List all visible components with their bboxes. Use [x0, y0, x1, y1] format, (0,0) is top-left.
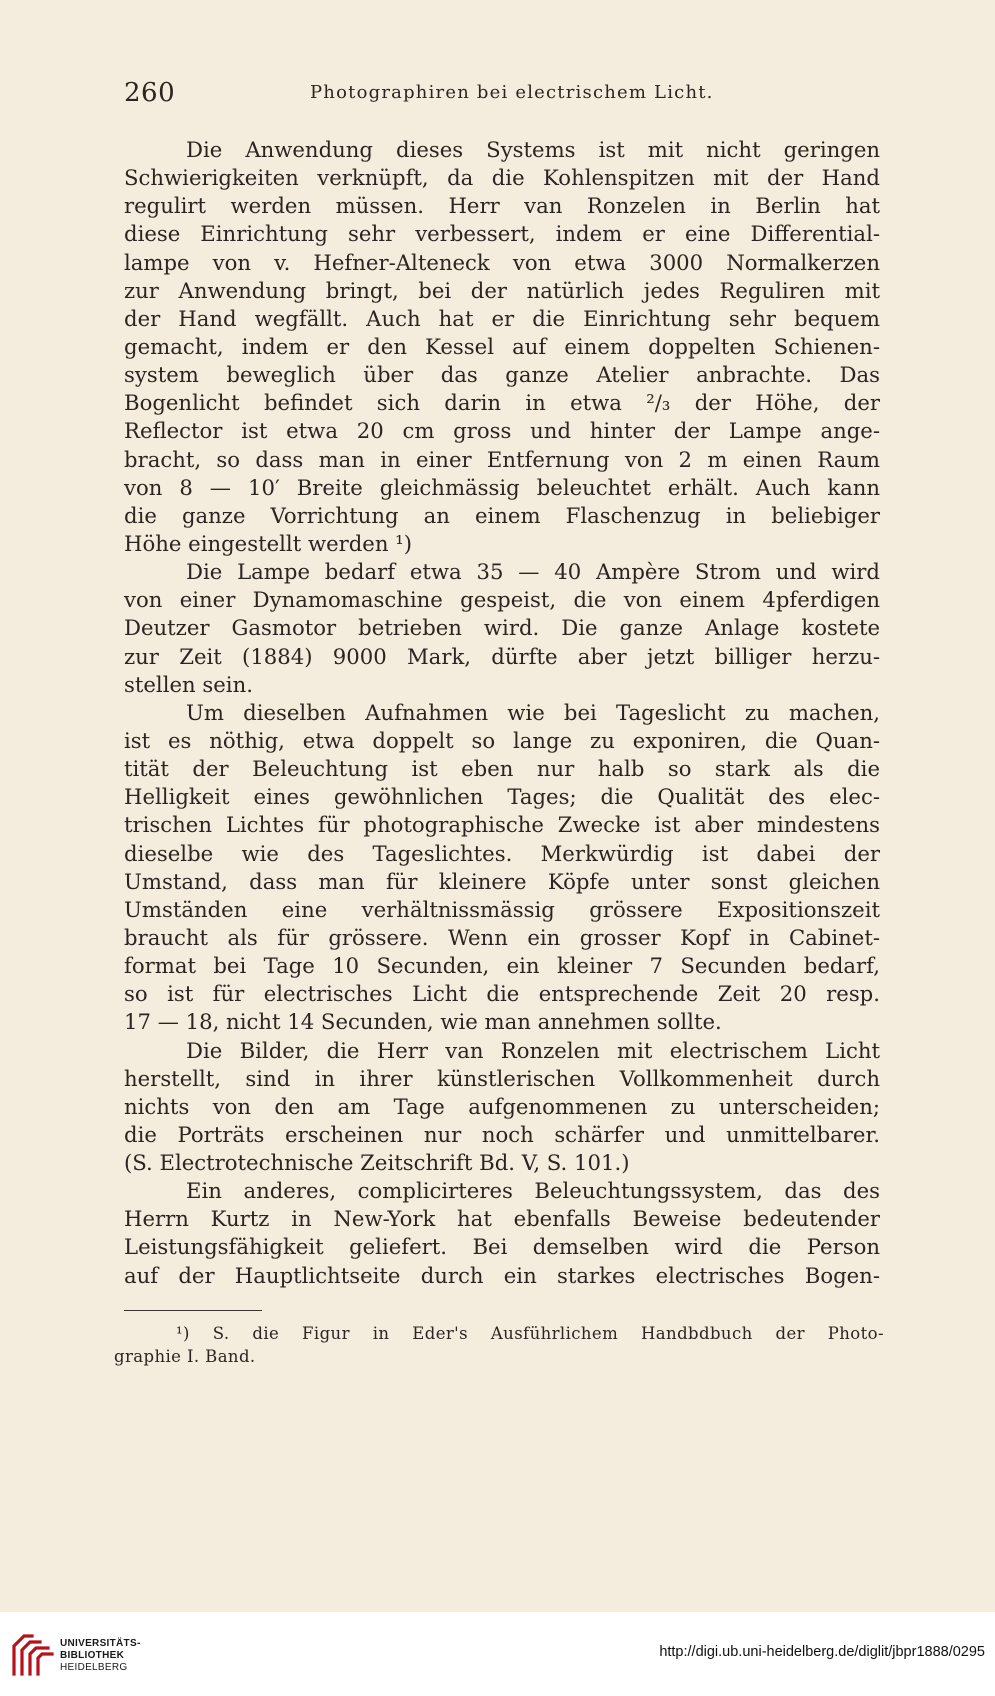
body-text	[124, 136, 880, 1290]
library-name-line-1: UNIVERSITÄTS-	[60, 1638, 141, 1649]
text-line: Helligkeit eines gewöhnlichen Tages; die Qualität des elec-	[124, 784, 880, 810]
text-line: diese Einrichtung sehr verbessert, indem er eine Differential-	[124, 221, 880, 247]
text-line: der Hand wegfällt. Auch hat er die Einrichtung sehr bequem	[124, 305, 880, 331]
library-footer	[0, 1612, 995, 1696]
text-line: bracht, so dass man in einer Entfernung von 2 m einen Raum	[124, 446, 880, 472]
text-line: Schwierigkeiten verknüpft, da die Kohlenspitzen mit der Hand	[124, 165, 880, 191]
text-line: von 8 — 10′ Breite gleichmässig beleuchtet erhält. Auch kann	[124, 474, 880, 500]
text-line: Die Lampe bedarf etwa 35 — 40 Ampère Strom und wird	[186, 559, 880, 585]
text-line: Deutzer Gasmotor betrieben wird. Die ganze Anlage kostete	[124, 615, 880, 641]
text-line: so ist für electrisches Licht die entsprechende Zeit 20 resp.	[124, 981, 880, 1007]
text-line: dieselbe wie des Tageslichtes. Merkwürdig ist dabei der	[124, 840, 880, 866]
text-line: (S. Electrotechnische Zeitschrift Bd. V, S. 101.)	[124, 1150, 630, 1176]
text-line: von einer Dynamomaschine gespeist, die von einem 4pferdigen	[124, 587, 880, 613]
text-line: zur Zeit (1884) 9000 Mark, dürfte aber jetzt billiger herzu-	[124, 643, 880, 669]
source-url-link[interactable]: http://digi.ub.uni-heidelberg.de/diglit/jbpr1888/0295	[659, 1644, 985, 1660]
text-line: ist es nöthig, etwa doppelt so lange zu exponiren, die Quan-	[124, 727, 880, 753]
text-line: 17 — 18, nicht 14 Secunden, wie man annehmen sollte.	[124, 1009, 722, 1035]
page-header	[124, 78, 884, 110]
page-number: 260	[124, 78, 176, 108]
text-line: nichts von den am Tage aufgenommenen zu unterscheiden;	[124, 1093, 880, 1119]
text-line: herstellt, sind in ihrer künstlerischen Vollkommenheit durch	[124, 1065, 880, 1091]
text-line: stellen sein.	[124, 671, 253, 697]
text-line: Reflector ist etwa 20 cm gross und hinter der Lampe ange-	[124, 418, 880, 444]
text-line: Höhe eingestellt werden ¹)	[124, 530, 412, 556]
text-line: regulirt werden müssen. Herr van Ronzelen in Berlin hat	[124, 193, 880, 219]
running-title: Photographiren bei electrischem Licht.	[310, 82, 714, 103]
library-name-line-3: HEIDELBERG	[60, 1662, 128, 1673]
text-line: braucht als für grössere. Wenn ein grosser Kopf in Cabinet-	[124, 924, 880, 950]
text-line: Ein anderes, complicirteres Beleuchtungssystem, das des	[186, 1178, 880, 1204]
text-line: Die Bilder, die Herr van Ronzelen mit electrischem Licht	[186, 1037, 880, 1063]
text-line: system beweglich über das ganze Atelier anbrachte. Das	[124, 362, 880, 388]
text-line: Leistungsfähigkeit geliefert. Bei demselben wird die Person	[124, 1234, 880, 1260]
text-line: Um dieselben Aufnahmen wie bei Tageslicht zu machen,	[186, 699, 880, 725]
footnote-line: graphie I. Band.	[114, 1347, 256, 1366]
library-name-line-2: BIBLIOTHEK	[60, 1650, 125, 1661]
footnote-divider	[124, 1310, 262, 1311]
text-line: gemacht, indem er den Kessel auf einem doppelten Schienen-	[124, 333, 880, 359]
library-logo-icon	[8, 1630, 56, 1678]
text-line: Bogenlicht befindet sich darin in etwa ²/₃ der Höhe, der	[124, 390, 880, 416]
text-line: lampe von v. Hefner-Alteneck von etwa 3000 Normalkerzen	[124, 249, 880, 275]
text-line: trischen Lichtes für photographische Zwecke ist aber mindestens	[124, 812, 880, 838]
footnote-line: ¹) S. die Figur in Eder's Ausführlichem Handbdbuch der Photo-	[176, 1324, 884, 1343]
library-name	[60, 1638, 141, 1674]
text-line: format bei Tage 10 Secunden, ein kleiner 7 Secunden bedarf,	[124, 953, 880, 979]
text-line: die Porträts erscheinen nur noch schärfer und unmittelbarer.	[124, 1121, 880, 1147]
text-line: tität der Beleuchtung ist eben nur halb so stark als die	[124, 756, 880, 782]
text-line: Umständen eine verhältnissmässig grössere Expositionszeit	[124, 896, 880, 922]
text-line: Die Anwendung dieses Systems ist mit nicht geringen	[186, 137, 880, 162]
text-line: die ganze Vorrichtung an einem Flaschenzug in beliebiger	[124, 502, 880, 528]
footnotes	[114, 1322, 884, 1368]
text-line: Umstand, dass man für kleinere Köpfe unter sonst gleichen	[124, 868, 880, 894]
text-line: zur Anwendung bringt, bei der natürlich jedes Reguliren mit	[124, 277, 880, 303]
text-line: auf der Hauptlichtseite durch ein starkes electrisches Bogen-	[124, 1262, 880, 1288]
text-line: Herrn Kurtz in New-York hat ebenfalls Beweise bedeutender	[124, 1206, 880, 1232]
